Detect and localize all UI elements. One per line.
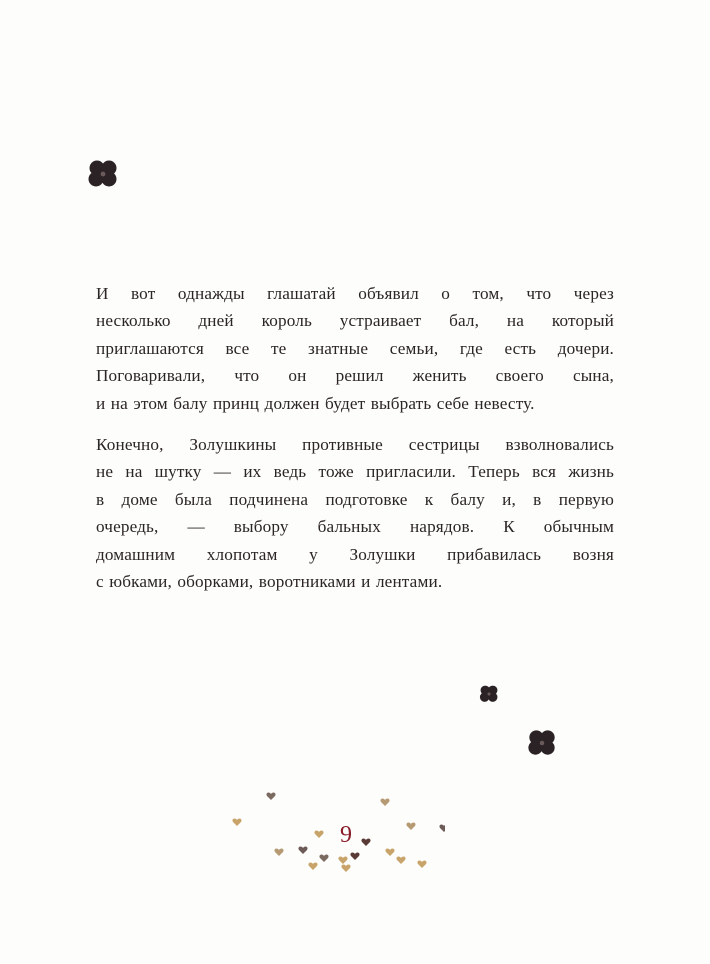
text-line: домашним хлопотам у Золушки прибавилась возня (96, 544, 614, 564)
text-line: несколько дней король устраивает бал, на который (96, 311, 614, 331)
text-line: с юбками, оборками, воротниками и лентами. (96, 572, 443, 592)
flower-icon (478, 684, 500, 704)
text-line: очередь, — выбору бальных нарядов. К обычным (96, 517, 614, 537)
text-line: не на шутку — их ведь тоже пригласили. Теперь вся жизнь (96, 462, 614, 482)
page-number: 9 (340, 822, 352, 848)
text-line: Поговаривали, что он решил женить своего сына, (96, 366, 614, 386)
text-line: И вот однажды глашатай объявил о том, что через (96, 284, 614, 303)
text-line: и на этом балу принц должен будет выбрать себе невесту. (96, 393, 535, 413)
paragraph-2 (96, 431, 614, 595)
flower-icon (86, 158, 120, 190)
text-line: Конечно, Золушкины противные сестрицы взволновались (96, 435, 614, 455)
text-block (96, 280, 614, 609)
text-line: приглашаются все те знатные семьи, где есть дочери. (96, 338, 614, 358)
flower-icon (526, 728, 558, 758)
text-line: в доме была подчинена подготовке к балу и, в первую (96, 489, 614, 509)
paragraph-1 (96, 280, 614, 417)
